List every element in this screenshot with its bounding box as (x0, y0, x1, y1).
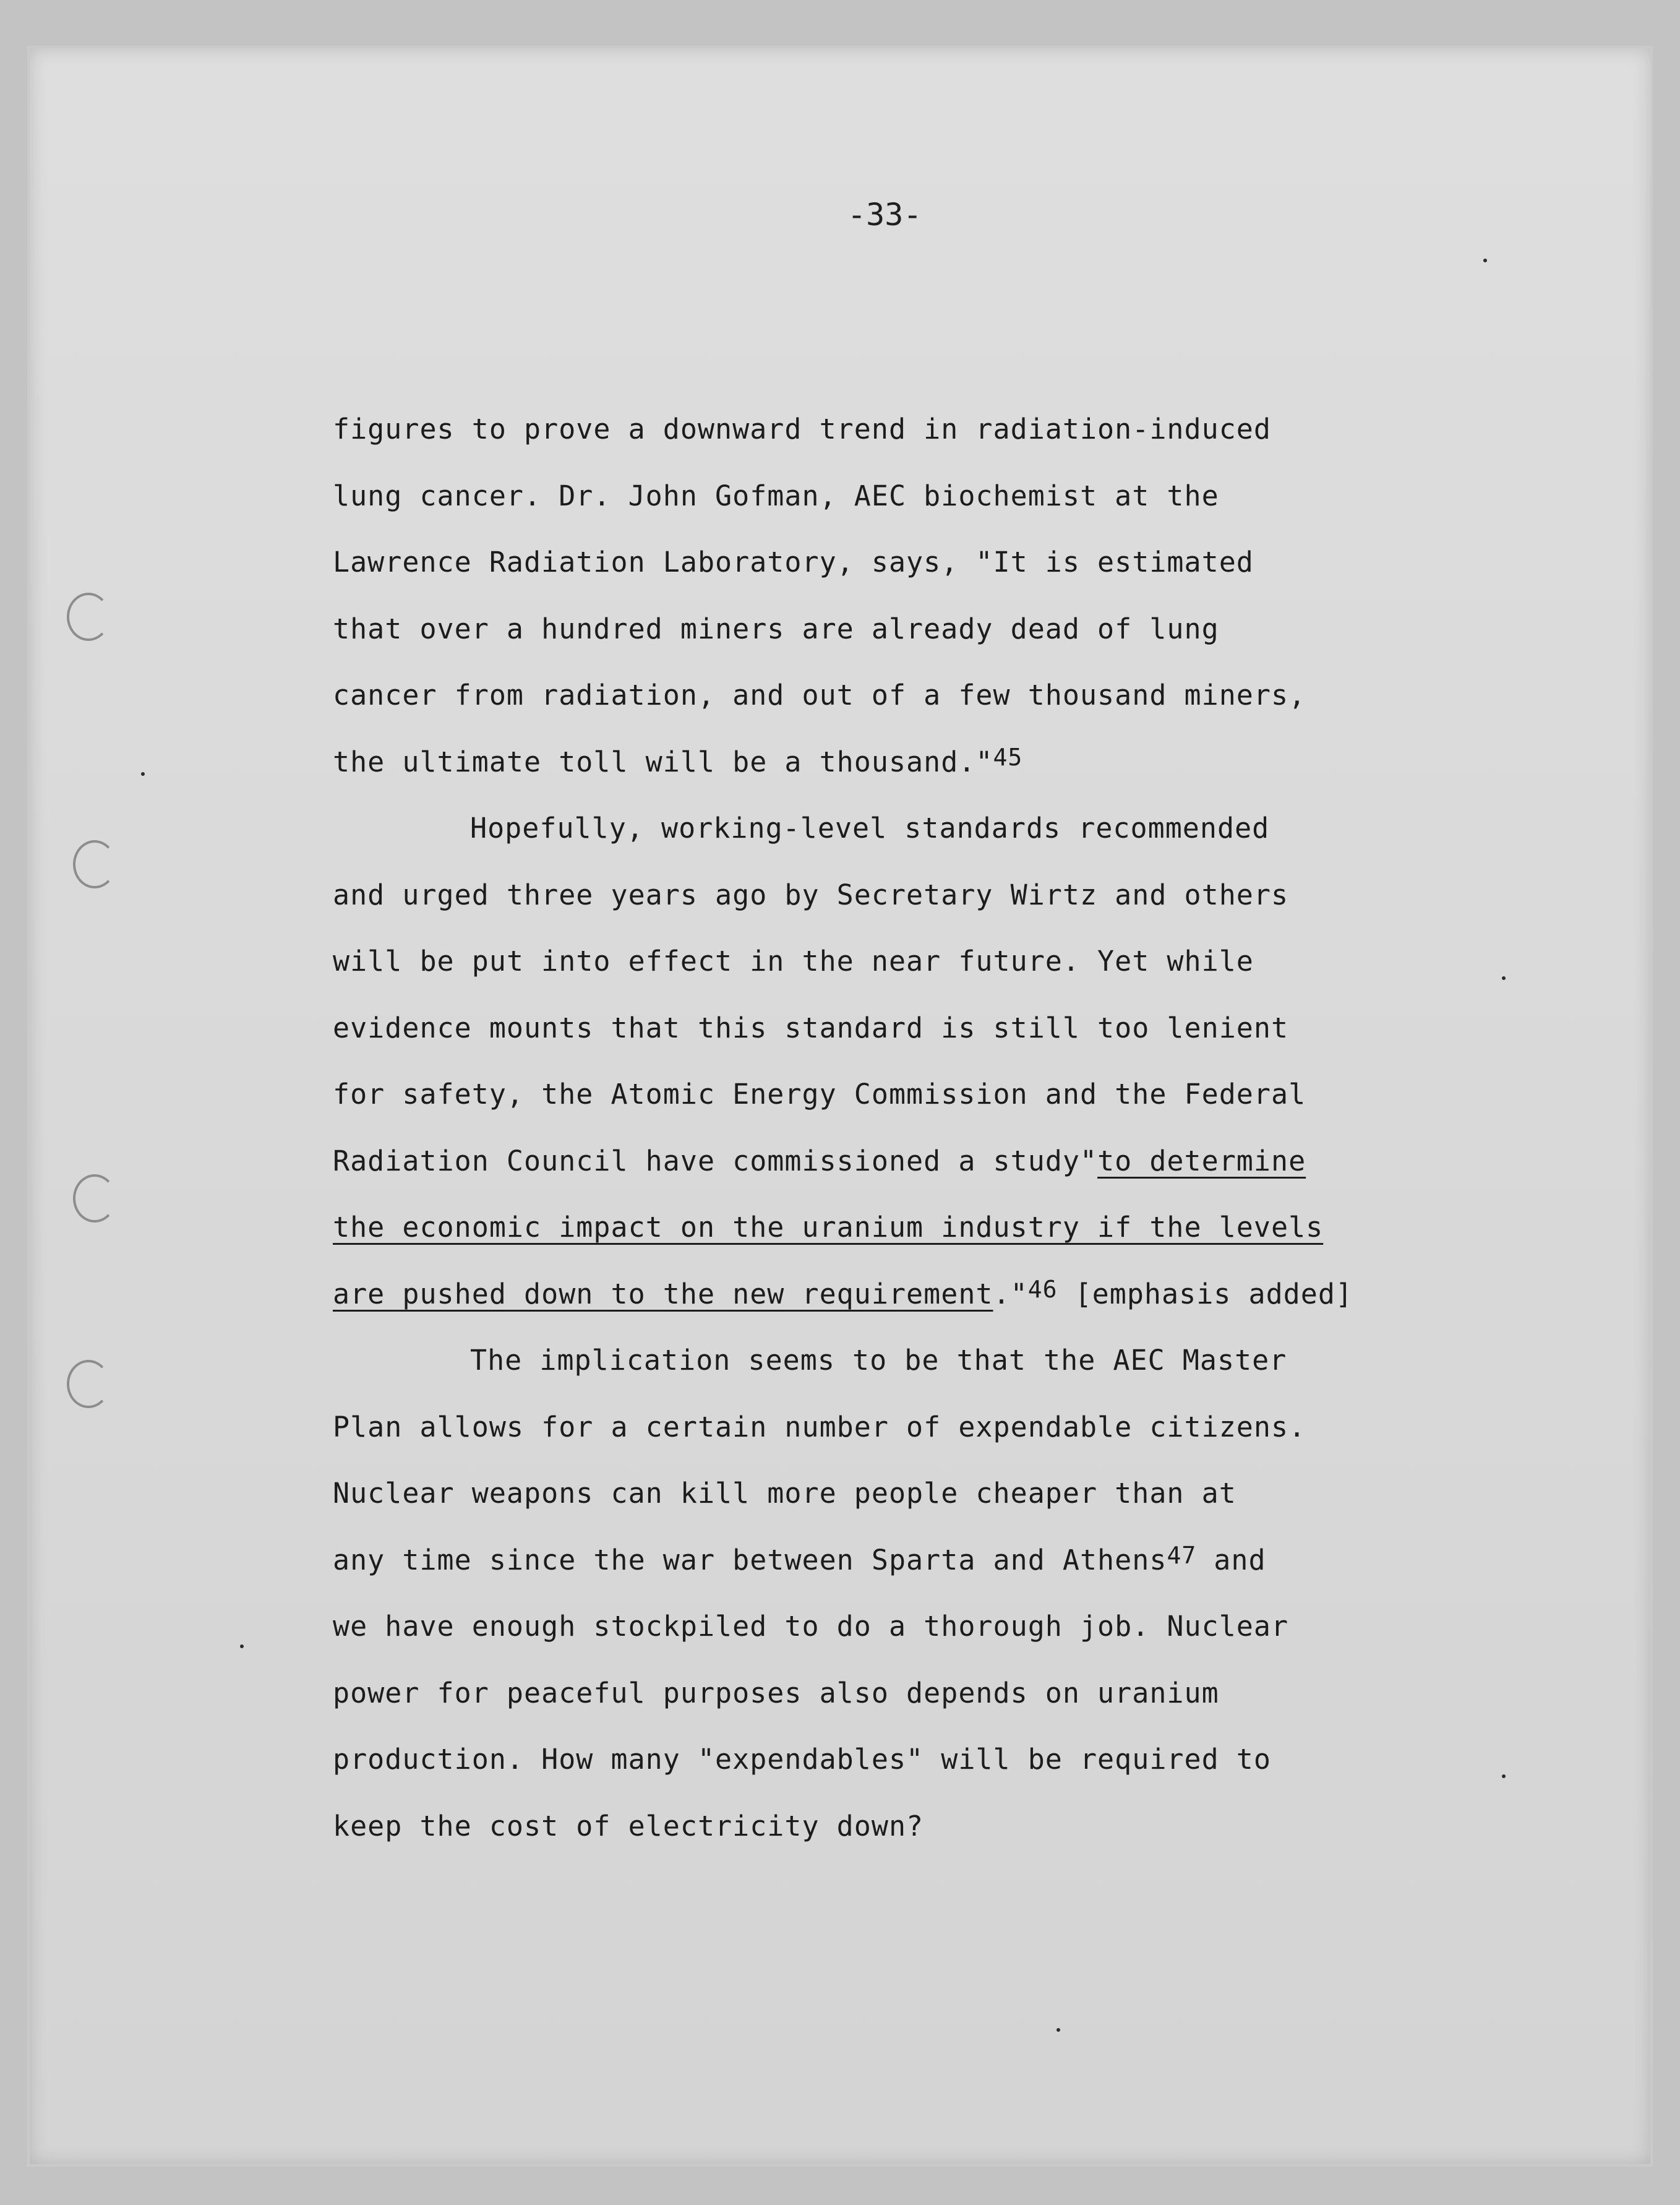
text-line (333, 596, 1508, 663)
text-line (333, 729, 1508, 796)
dust-speck (1483, 259, 1487, 262)
line-text: Plan allows for a certain number of expendable citizens. (333, 1410, 1306, 1443)
line-text: Hopefully, working-level standards recommended (470, 812, 1270, 845)
text-line (333, 1194, 1508, 1261)
text-line (333, 1460, 1508, 1527)
line-text: and (1196, 1543, 1266, 1576)
line-text: ." (993, 1277, 1028, 1310)
line-text: the ultimate toll will be a thousand." (333, 745, 993, 778)
dust-speck (141, 772, 145, 776)
text-line (333, 1660, 1508, 1727)
text-line (333, 1527, 1508, 1594)
text-line (333, 995, 1508, 1062)
text-line (333, 862, 1508, 929)
line-text: any time since the war between Sparta and Athens (333, 1543, 1167, 1576)
line-text: that over a hundred miners are already dead of lung (333, 612, 1219, 645)
text-line (333, 1061, 1508, 1128)
text-line (333, 1327, 1508, 1394)
text-line (333, 1593, 1508, 1660)
page-number: -33- (847, 197, 922, 233)
line-text: figures to prove a downward trend in radiation-induced (333, 413, 1271, 445)
line-text: and urged three years ago by Secretary Wirtz and others (333, 878, 1289, 911)
line-text: Radiation Council have commissioned a study" (333, 1144, 1098, 1177)
underlined-quote: to determine (1097, 1144, 1306, 1177)
line-text: keep the cost of electricity down? (333, 1809, 924, 1842)
punch-hole-mark (67, 593, 110, 641)
text-line (333, 1726, 1508, 1793)
text-line (333, 1128, 1508, 1195)
body-text (333, 396, 1508, 1859)
text-line (333, 396, 1508, 463)
text-line (333, 1261, 1508, 1328)
footnote-marker: 46 (1027, 1275, 1058, 1303)
line-text: power for peaceful purposes also depends on uranium (333, 1676, 1219, 1709)
line-text: for safety, the Atomic Energy Commission and the Federal (333, 1078, 1306, 1111)
punch-hole-mark (73, 1174, 116, 1223)
text-line (333, 1793, 1508, 1860)
footnote-marker: 45 (993, 743, 1023, 771)
text-line (333, 529, 1508, 596)
line-text: will be put into effect in the near future. Yet while (333, 945, 1254, 978)
line-text: cancer from radiation, and out of a few thousand miners, (333, 679, 1306, 711)
dust-speck (240, 1644, 244, 1648)
punch-hole-mark (73, 840, 116, 888)
text-line (333, 463, 1508, 530)
line-text: lung cancer. Dr. John Gofman, AEC biochemist at the (333, 479, 1219, 512)
line-text: production. How many "expendables" will be required to (333, 1743, 1271, 1776)
line-text: Lawrence Radiation Laboratory, says, "It is estimated (333, 546, 1254, 578)
punch-hole-mark (67, 1360, 110, 1408)
dust-speck (1056, 2028, 1060, 2032)
footnote-marker: 47 (1167, 1541, 1197, 1569)
emphasis-note: [emphasis added] (1074, 1277, 1353, 1310)
line-text: we have enough stockpiled to do a thorough job. Nuclear (333, 1610, 1289, 1643)
text-line (333, 1394, 1508, 1461)
line-text: The implication seems to be that the AEC Master (470, 1344, 1287, 1377)
underlined-quote: are pushed down to the new requirement (333, 1277, 993, 1310)
line-text: Nuclear weapons can kill more people cheaper than at (333, 1477, 1236, 1510)
line-text: evidence mounts that this standard is still too lenient (333, 1011, 1289, 1044)
text-line (333, 662, 1508, 729)
text-line (333, 928, 1508, 995)
underlined-quote: the economic impact on the uranium industry if the levels (333, 1211, 1324, 1244)
text-line (333, 795, 1508, 862)
